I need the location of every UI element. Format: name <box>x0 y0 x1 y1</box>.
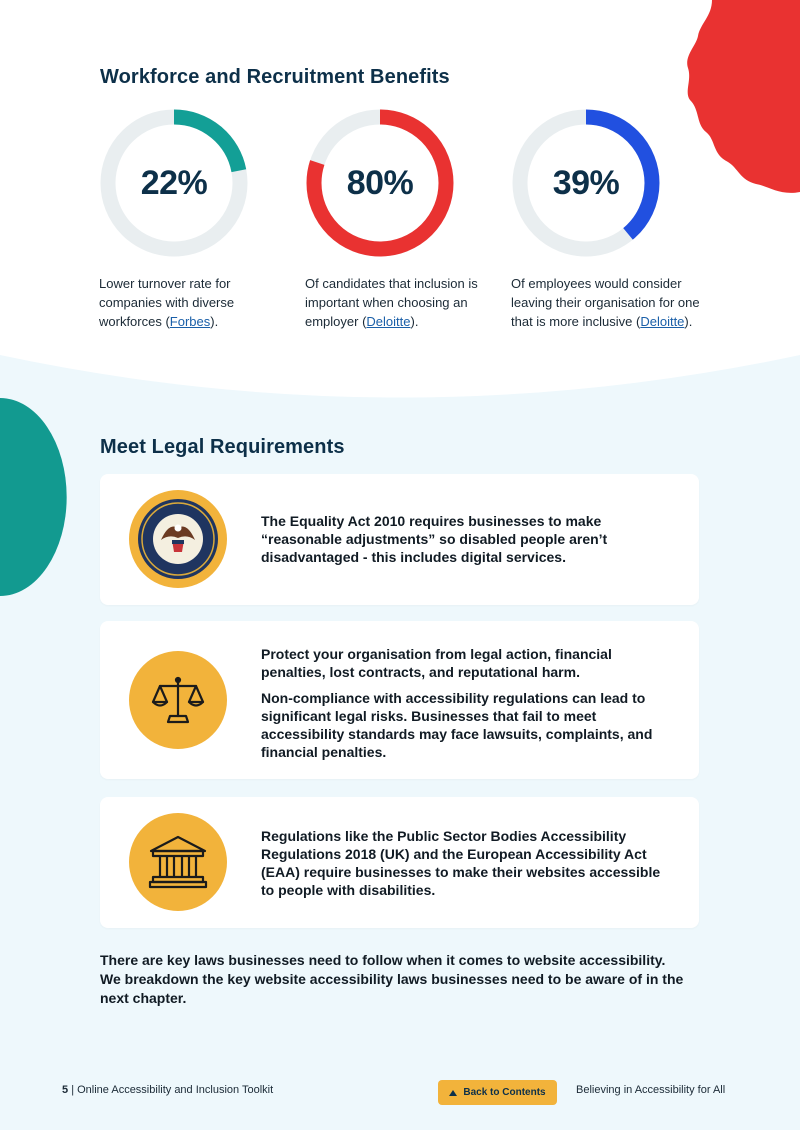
legal-section-title: Meet Legal Requirements <box>100 436 345 458</box>
stat-description: Lower turnover rate for companies with diverse workforces (Forbes). <box>99 276 235 329</box>
scales-graphic <box>148 670 208 730</box>
page-number: 5 <box>62 1084 69 1096</box>
legal-card-legal-action <box>100 621 699 779</box>
card-text: The Equality Act 2010 requires businesses to make “reasonable adjustments” so disabled people aren’t disadvantaged - this includes digital services. <box>261 513 608 565</box>
legal-card-equality-act <box>100 474 699 605</box>
stat-candidates <box>305 108 515 331</box>
source-link-deloitte[interactable]: Deloitte <box>640 314 685 329</box>
government-building-icon <box>129 813 227 911</box>
footer-tagline: Believing in Accessibility for All <box>576 1084 726 1096</box>
percent-value: 80% <box>346 163 414 202</box>
legal-card-regulations <box>100 797 699 928</box>
source-link-forbes[interactable]: Forbes <box>169 314 211 329</box>
stat-turnover <box>99 108 309 331</box>
building-graphic <box>147 831 209 893</box>
percent-ring <box>305 108 455 258</box>
source-link-deloitte[interactable]: Deloitte <box>366 314 411 329</box>
stat-employees <box>511 108 721 331</box>
arrow-up-icon <box>449 1090 457 1096</box>
department-of-justice-seal-icon <box>129 490 227 588</box>
card-text: Protect your organisation from legal action, financial penalties, lost contracts, and reputational harm. Non-compliance with accessibility regulations can lead to significant legal risks. Businesses that fail to meet accessibility standards may face lawsuits, complaints, and financial penalties. <box>261 646 653 760</box>
closing-paragraph: There are key laws businesses need to follow when it comes to website accessibility. We breakdown the key website accessibility laws businesses need to be aware of in the next chapter. <box>100 952 684 1006</box>
document-title: Online Accessibility and Inclusion Toolkit <box>77 1084 274 1096</box>
back-to-contents-label: Back to Contents <box>463 1087 546 1098</box>
back-to-contents-button[interactable] <box>438 1080 557 1105</box>
footer-separator: | <box>71 1084 75 1096</box>
stat-description: Of candidates that inclusion is important when choosing an employer (Deloitte). <box>305 276 478 329</box>
card-text: Regulations like the Public Sector Bodies Accessibility Regulations 2018 (UK) and the European Accessibility Act (EAA) require businesses to make their websites accessible to people with disabilities. <box>261 828 661 898</box>
percent-ring <box>99 108 249 258</box>
scales-of-justice-icon <box>129 651 227 749</box>
percent-value: 22% <box>140 163 208 202</box>
footer-document-info <box>62 1084 273 1096</box>
stat-description: Of employees would consider leaving their organisation for one that is more inclusive (Deloitte). <box>511 276 700 329</box>
percent-ring <box>511 108 661 258</box>
workforce-section-title: Workforce and Recruitment Benefits <box>100 66 450 88</box>
seal-graphic <box>129 490 227 588</box>
percent-value: 39% <box>552 163 620 202</box>
